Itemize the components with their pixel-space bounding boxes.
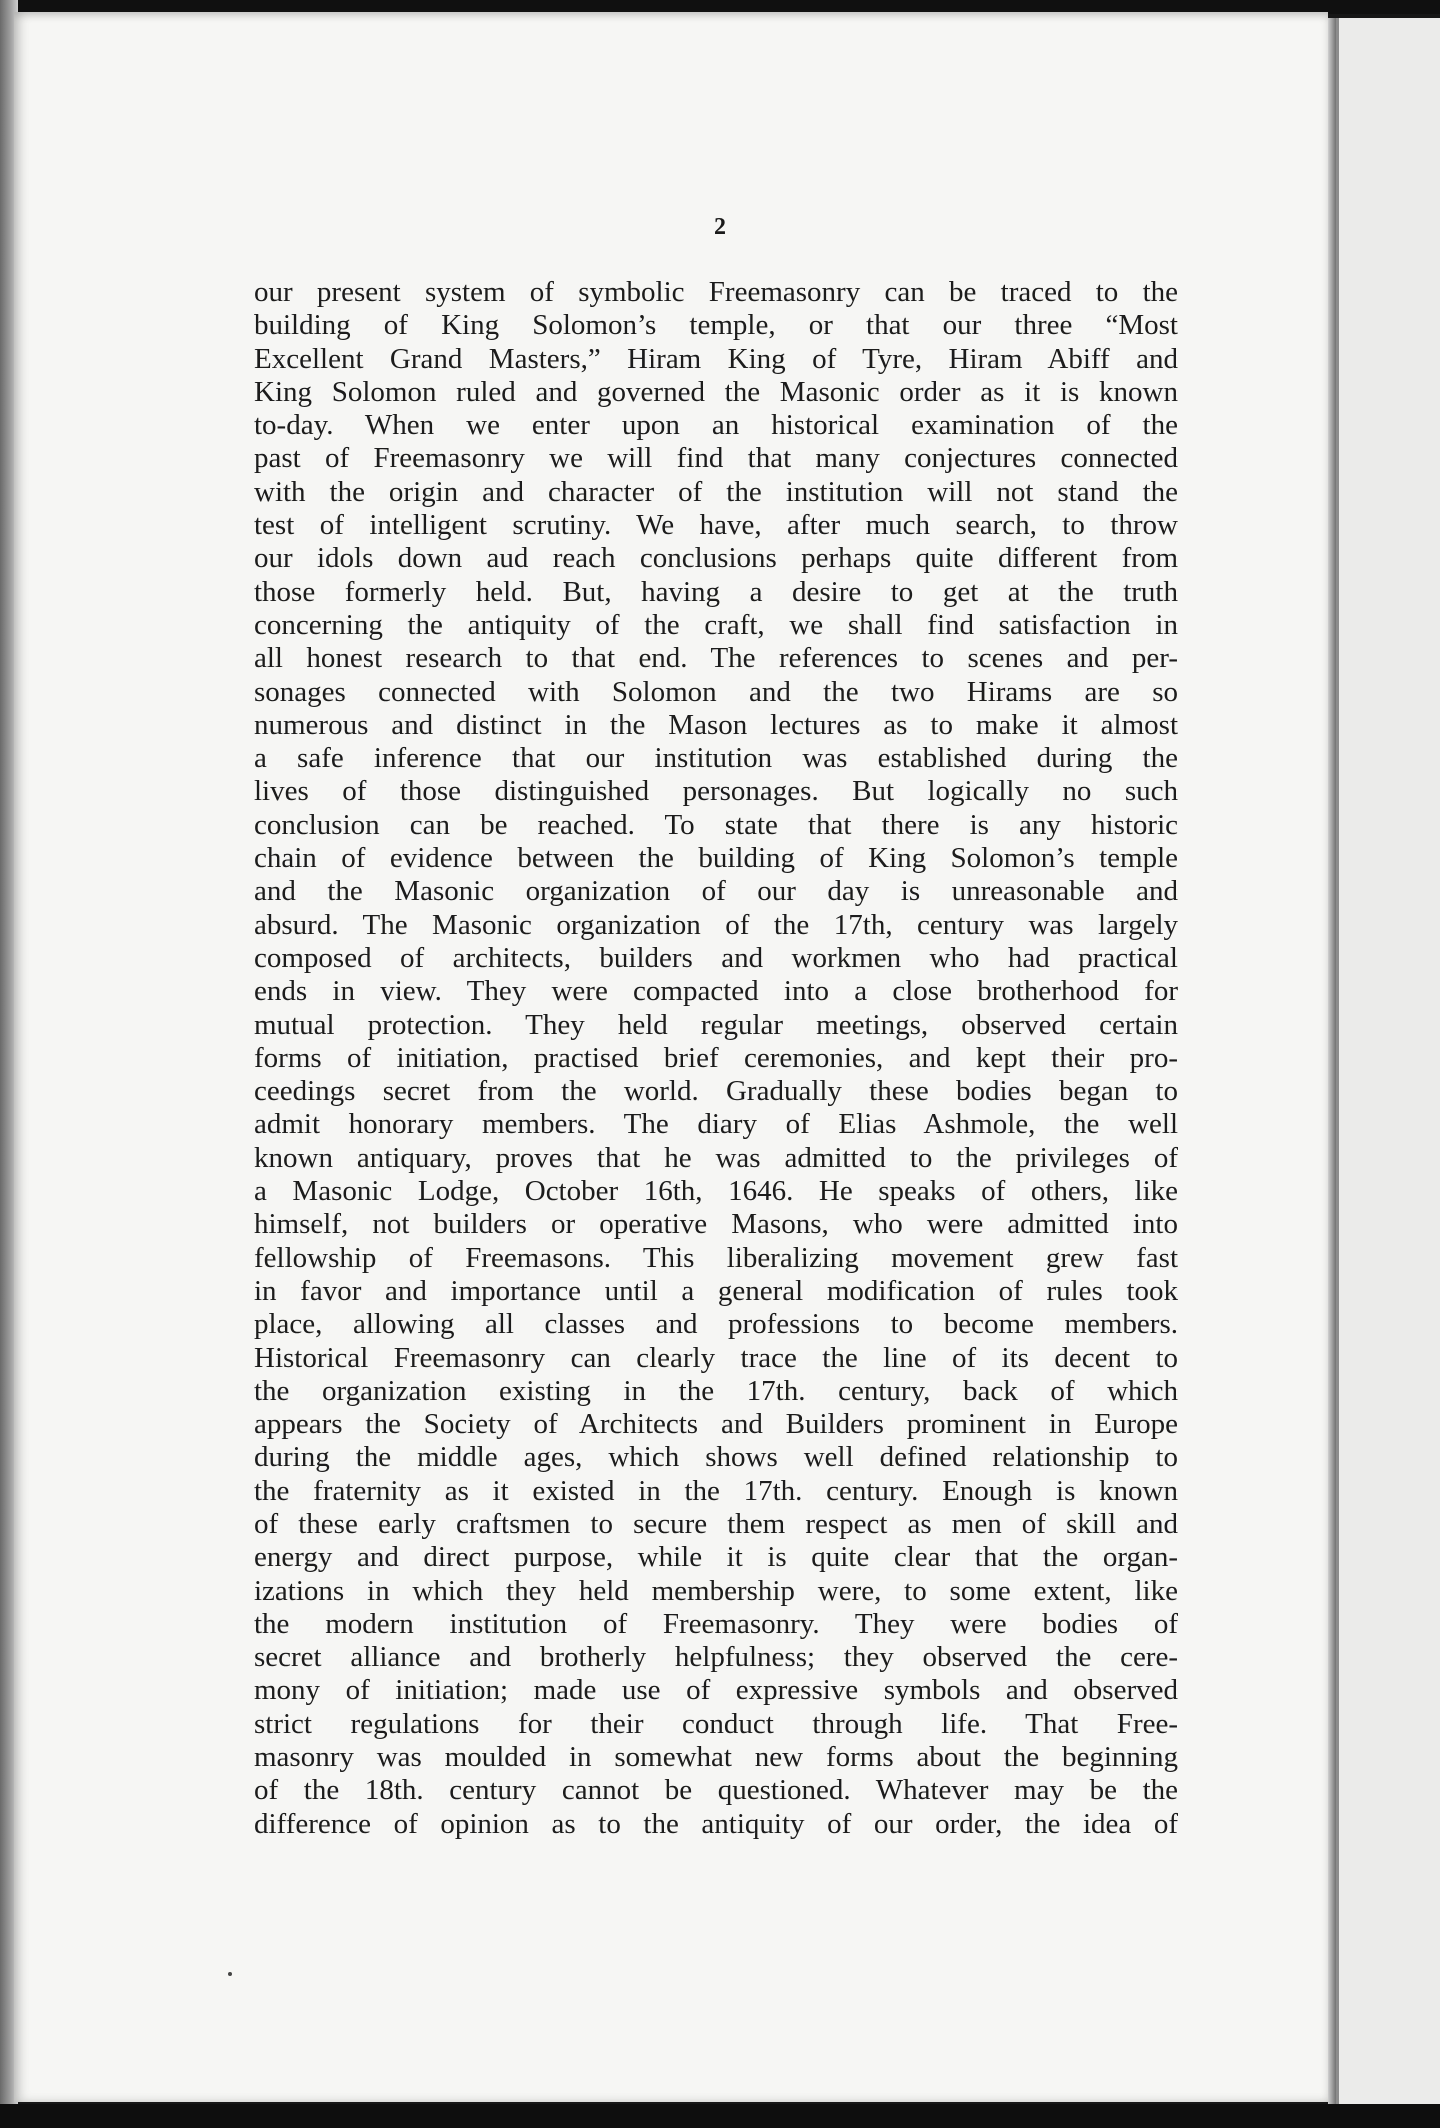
text-line: numerous and distinct in the Mason lectures as to make it almost: [254, 708, 1178, 741]
text-line: ends in view. They were compacted into a close brotherhood for: [254, 975, 1178, 1008]
text-line: masonry was moulded in somewhat new forms about the beginning: [254, 1741, 1178, 1774]
text-line: chain of evidence between the building of King Solomon’s temple: [254, 842, 1178, 875]
text-line: the organization existing in the 17th. century, back of which: [254, 1374, 1178, 1407]
text-line: and the Masonic organization of our day is unreasonable and: [254, 875, 1178, 908]
text-line: appears the Society of Architects and Builders prominent in Europe: [254, 1408, 1178, 1441]
body-text: [254, 276, 1178, 1841]
text-line: izations in which they held membership were, to some extent, like: [254, 1574, 1178, 1607]
text-line: Historical Freemasonry can clearly trace the line of its decent to: [254, 1341, 1178, 1374]
text-line: known antiquary, proves that he was admitted to the privileges of: [254, 1141, 1178, 1174]
text-line: composed of architects, builders and workmen who had practical: [254, 941, 1178, 974]
text-line: building of King Solomon’s temple, or that our three “Most: [254, 309, 1178, 342]
text-line: during the middle ages, which shows well defined relationship to: [254, 1441, 1178, 1474]
text-line: the modern institution of Freemasonry. They were bodies of: [254, 1607, 1178, 1640]
text-line: absurd. The Masonic organization of the 17th, century was largely: [254, 908, 1178, 941]
text-line: difference of opinion as to the antiquity of our order, the idea of: [254, 1807, 1178, 1840]
text-line: strict regulations for their conduct through life. That Free-: [254, 1707, 1178, 1740]
text-line: admit honorary members. The diary of Elias Ashmole, the well: [254, 1108, 1178, 1141]
text-line: past of Freemasonry we will find that many conjectures connected: [254, 442, 1178, 475]
text-line: fellowship of Freemasons. This liberalizing movement grew fast: [254, 1241, 1178, 1274]
text-line: with the origin and character of the institution will not stand the: [254, 475, 1178, 508]
page-number: 2: [714, 214, 726, 240]
text-line: conclusion can be reached. To state that there is any historic: [254, 808, 1178, 841]
text-line: King Solomon ruled and governed the Masonic order as it is known: [254, 375, 1178, 408]
text-line: test of intelligent scrutiny. We have, after much search, to throw: [254, 509, 1178, 542]
text-line: forms of initiation, practised brief ceremonies, and kept their pro-: [254, 1041, 1178, 1074]
text-line: lives of those distinguished personages. But logically no such: [254, 775, 1178, 808]
text-line: a safe inference that our institution was established during the: [254, 742, 1178, 775]
text-line: a Masonic Lodge, October 16th, 1646. He speaks of others, like: [254, 1175, 1178, 1208]
adjacent-page: [1336, 18, 1440, 2108]
text-line: sonages connected with Solomon and the two Hirams are so: [254, 675, 1178, 708]
text-line: our idols down aud reach conclusions perhaps quite different from: [254, 542, 1178, 575]
text-line: himself, not builders or operative Masons, who were admitted into: [254, 1208, 1178, 1241]
text-line: all honest research to that end. The references to scenes and per-: [254, 642, 1178, 675]
text-line: Excellent Grand Masters,” Hiram King of Tyre, Hiram Abiff and: [254, 342, 1178, 375]
scan-speck: [228, 1972, 232, 1976]
text-line: those formerly held. But, having a desire to get at the truth: [254, 575, 1178, 608]
text-line: in favor and importance until a general modification of rules took: [254, 1274, 1178, 1307]
text-line: the fraternity as it existed in the 17th. century. Enough is known: [254, 1474, 1178, 1507]
text-line: secret alliance and brotherly helpfulness; they observed the cere-: [254, 1641, 1178, 1674]
text-line: place, allowing all classes and professions to become members.: [254, 1308, 1178, 1341]
text-line: of these early craftsmen to secure them respect as men of skill and: [254, 1507, 1178, 1540]
text-line: mony of initiation; made use of expressive symbols and observed: [254, 1674, 1178, 1707]
text-line: ceedings secret from the world. Gradually these bodies began to: [254, 1075, 1178, 1108]
text-line: mutual protection. They held regular meetings, observed certain: [254, 1008, 1178, 1041]
text-line: our present system of symbolic Freemasonry can be traced to the: [254, 276, 1178, 308]
text-line: of the 18th. century cannot be questioned. Whatever may be the: [254, 1774, 1178, 1807]
text-line: concerning the antiquity of the craft, we shall find satisfaction in: [254, 608, 1178, 641]
scan-bottom-border: [0, 2104, 1440, 2128]
text-line: to-day. When we enter upon an historical examination of the: [254, 409, 1178, 442]
text-line: energy and direct purpose, while it is quite clear that the organ-: [254, 1541, 1178, 1574]
